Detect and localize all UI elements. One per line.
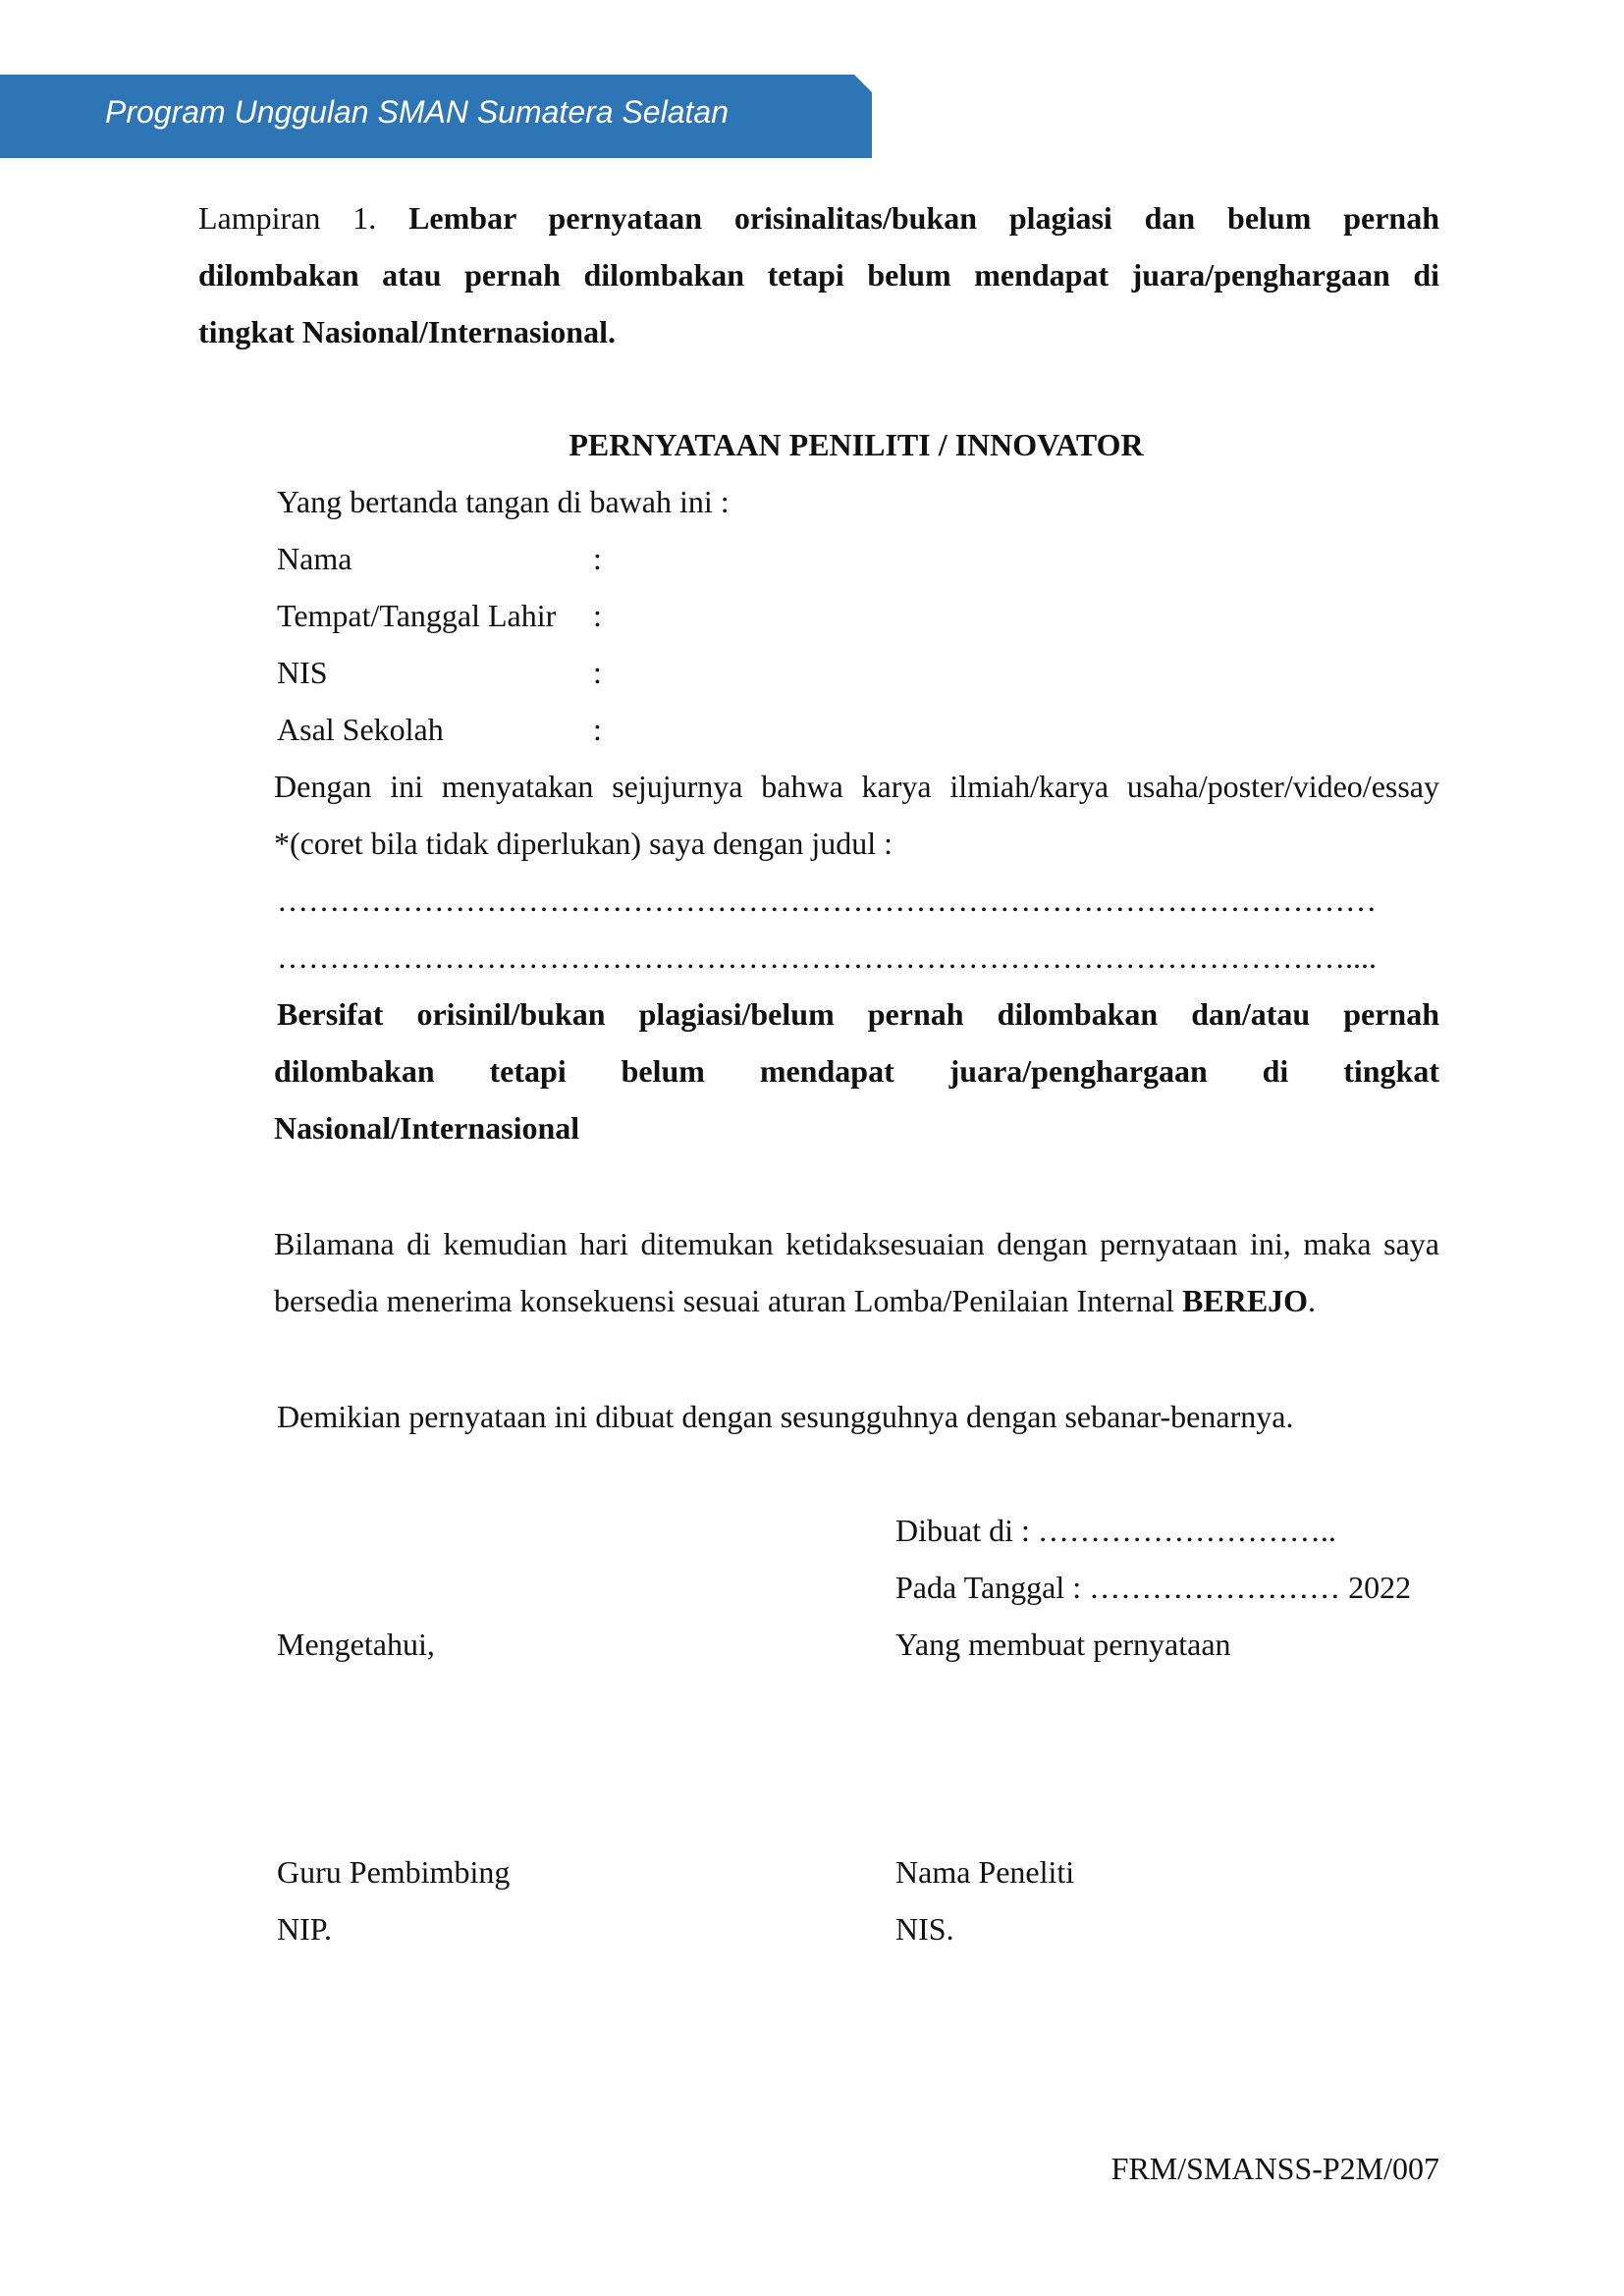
closing-sentence: Demikian pernyataan ini dibuat dengan sesungguhnya dengan sebanar-benarnya. xyxy=(277,1399,1294,1434)
nature-line2: dilombakan tetapi belum mendapat juara/penghargaan di tingkat xyxy=(274,1053,1439,1089)
title-blank-line1: …………………………………………………………………………………………… xyxy=(277,882,1377,918)
supervisor-name: Guru Pembimbing xyxy=(277,1854,511,1890)
declaration-line2: *(coret bila tidak diperlukan) saya dengan judul : xyxy=(274,826,893,861)
field-sep-ttl: : xyxy=(593,598,602,633)
acknowledged-label: Mengetahui, xyxy=(277,1627,435,1662)
field-label-sekolah: Asal Sekolah xyxy=(277,712,444,747)
attachment-title-part1: Lembar pernyataan orisinalitas/bukan plagiasi dan belum pernah xyxy=(408,200,1440,236)
form-code: FRM/SMANSS-P2M/007 xyxy=(1110,2151,1439,2186)
declaration-line1: Dengan ini menyatakan sejujurnya bahwa karya ilmiah/karya usaha/poster/video/essay xyxy=(274,769,1439,804)
made-date: Pada Tanggal : …………………… 2022 xyxy=(895,1570,1412,1605)
field-sep-nama: : xyxy=(593,541,602,576)
consequence-line2 xyxy=(274,1272,1316,1329)
consequence-line2-text: bersedia menerima konsekuensi sesuai aturan Lomba/Penilaian Internal xyxy=(274,1283,1183,1318)
header-banner-text: Program Unggulan SMAN Sumatera Selatan xyxy=(105,94,729,130)
attachment-title-line2: dilombakan atau pernah dilombakan tetapi belum mendapat juara/penghargaan di xyxy=(198,257,1439,293)
nature-line1: Bersifat orisinil/bukan plagiasi/belum pernah dilombakan dan/atau pernah xyxy=(277,996,1439,1032)
consequence-line1: Bilamana di kemudian hari ditemukan ketidaksesuaian dengan pernyataan ini, maka saya xyxy=(274,1226,1439,1261)
attachment-prefix: Lampiran 1. xyxy=(198,200,377,236)
field-sep-sekolah: : xyxy=(593,712,602,747)
supervisor-id: NIP. xyxy=(277,1911,333,1947)
title-blank-line2: ………………………………………………………………………………………….... xyxy=(277,939,1377,975)
field-label-nis: NIS xyxy=(277,655,328,690)
attachment-title-line1 xyxy=(198,189,1439,246)
statement-intro: Yang bertanda tangan di bawah ini : xyxy=(277,484,730,519)
statement-heading: PERNYATAAN PENILITI / INNOVATOR xyxy=(568,427,1144,462)
made-at: Dibuat di : ……………………….. xyxy=(895,1513,1336,1548)
maker-label: Yang membuat pernyataan xyxy=(895,1627,1231,1662)
field-label-nama: Nama xyxy=(277,541,352,576)
consequence-event-name: BEREJO xyxy=(1182,1283,1309,1318)
consequence-line2-suffix: . xyxy=(1308,1283,1317,1318)
researcher-id: NIS. xyxy=(895,1911,954,1947)
field-label-ttl: Tempat/Tanggal Lahir xyxy=(277,598,557,633)
field-sep-nis: : xyxy=(593,655,602,690)
nature-line3: Nasional/Internasional xyxy=(274,1110,580,1146)
attachment-title-line3: tingkat Nasional/Internasional. xyxy=(198,314,616,349)
researcher-name: Nama Peneliti xyxy=(895,1854,1075,1890)
